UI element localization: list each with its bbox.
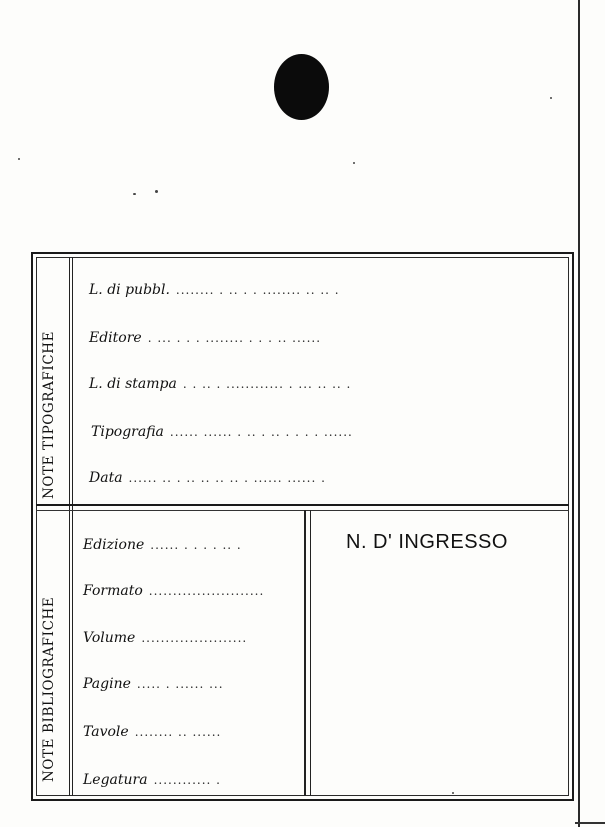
field-label: Editore xyxy=(89,330,142,346)
field-edizione xyxy=(83,537,242,553)
field-dots: ............ . xyxy=(153,773,221,787)
field-luogo-stampa xyxy=(89,376,351,392)
paper-edge-bottom xyxy=(575,822,605,824)
field-label: L. di stampa xyxy=(89,376,177,392)
field-pagine xyxy=(83,676,224,692)
paper-speck xyxy=(550,97,552,99)
catalog-card xyxy=(31,252,574,801)
field-label: Volume xyxy=(83,630,136,646)
section-divider xyxy=(36,504,569,506)
field-label: Tavole xyxy=(83,724,129,740)
field-formato xyxy=(83,583,264,599)
field-dots: ...................... xyxy=(141,631,248,645)
field-tipografia xyxy=(91,424,353,440)
section-divider xyxy=(36,510,569,511)
field-dots: ........ . .. . . ........ .. .. . xyxy=(175,283,340,297)
section-title-tipografiche: NOTE TIPOGRAFICHE xyxy=(41,330,57,499)
label-column-rule xyxy=(69,257,70,796)
field-dots: . ... . . . ........ . . . .. ...... xyxy=(147,331,322,345)
ingresso-divider xyxy=(310,510,311,796)
ingresso-divider xyxy=(304,510,306,796)
label-column-rule xyxy=(72,257,73,796)
field-dots: . . .. . ............ . ... .. .. . xyxy=(182,377,352,391)
field-tavole xyxy=(83,724,221,740)
field-label: Pagine xyxy=(83,676,131,692)
paper-speck xyxy=(353,162,355,164)
field-dots: ...... . . . . .. . xyxy=(150,538,242,552)
field-label: Legatura xyxy=(83,772,148,788)
punch-hole xyxy=(274,54,329,120)
field-dots: ..... . ...... ... xyxy=(136,677,224,691)
field-volume xyxy=(83,630,247,646)
field-dots: ...... .. . .. .. .. .. . ...... ...... . xyxy=(128,471,326,485)
field-luogo-pubblicazione xyxy=(89,282,340,298)
numero-ingresso-label: N. D' INGRESSO xyxy=(346,531,508,553)
field-dots: ...... ...... . .. . .. . . . . ...... xyxy=(169,425,353,439)
field-label: L. di pubbl. xyxy=(89,282,170,298)
section-title-bibliografiche: NOTE BIBLIOGRAFICHE xyxy=(41,596,57,782)
field-dots: ........................ xyxy=(148,584,265,598)
field-editore xyxy=(89,330,321,346)
field-data xyxy=(89,470,326,486)
paper-speck xyxy=(133,193,136,195)
field-dots: ........ .. ...... xyxy=(134,725,222,739)
field-label: Tipografia xyxy=(91,424,164,440)
field-label: Data xyxy=(89,470,123,486)
paper-speck xyxy=(18,158,20,160)
field-label: Formato xyxy=(83,583,143,599)
field-label: Edizione xyxy=(83,537,145,553)
paper-edge-right xyxy=(578,0,580,827)
field-legatura xyxy=(83,772,221,788)
paper-speck xyxy=(155,190,158,193)
